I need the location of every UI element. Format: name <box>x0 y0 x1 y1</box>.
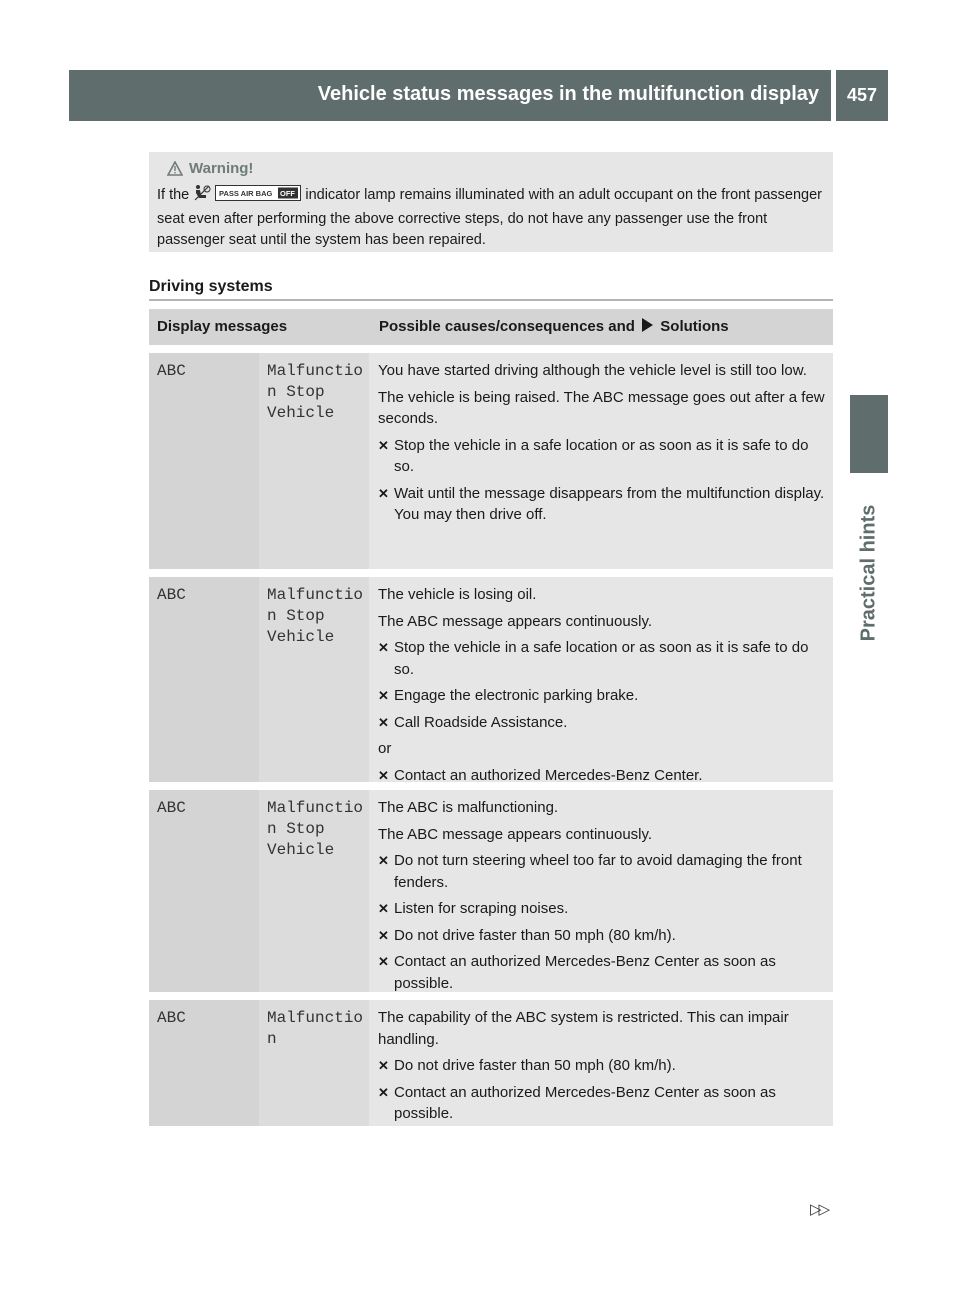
step-text: Do not drive faster than 50 mph (80 km/h). <box>394 1057 676 1074</box>
step-marker-icon: ✕ <box>378 485 389 501</box>
step-marker-icon: ✕ <box>378 437 389 453</box>
row-message: Malfunctio n Stop Vehicle <box>259 790 369 992</box>
cause-text: The ABC is malfunctioning. <box>378 799 559 816</box>
row-message: Malfunctio n Stop Vehicle <box>259 577 369 782</box>
row-details <box>369 353 833 569</box>
pass-airbag-label: PASS AIR BAG <box>219 189 273 198</box>
step-text: Contact an authorized Mercedes-Benz Center as soon as possible. <box>394 1083 776 1122</box>
cause-text: The vehicle is losing oil. <box>378 586 537 603</box>
solution-step <box>378 637 827 680</box>
section-divider <box>149 299 833 301</box>
step-text: Stop the vehicle in a safe location or as soon as it is safe to do so. <box>394 639 809 678</box>
warning-heading <box>167 159 253 179</box>
warning-triangle-icon <box>167 161 183 176</box>
cause-text: You have started driving although the vehicle level is still too low. <box>378 362 807 379</box>
step-marker-icon: ✕ <box>378 767 389 783</box>
warning-heading-text: Warning! <box>189 160 254 177</box>
or-text: or <box>378 740 392 757</box>
solution-step <box>378 925 827 947</box>
section-title: Driving systems <box>149 278 273 295</box>
solution-note: You may then drive off. <box>394 506 547 523</box>
table-row <box>149 577 833 782</box>
row-details <box>369 577 833 782</box>
solution-step <box>378 898 827 920</box>
page-number-box <box>836 70 888 121</box>
solution-step <box>378 1055 827 1077</box>
table-row <box>149 790 833 992</box>
col-header-solutions: Solutions <box>660 318 729 335</box>
row-message: Malfunctio n Stop Vehicle <box>259 353 369 569</box>
table-row <box>149 1000 833 1126</box>
step-marker-icon: ✕ <box>378 954 389 969</box>
side-tab-text: Practical hints <box>857 504 880 642</box>
step-text: Contact an authorized Mercedes-Benz Center as soon as possible. <box>394 953 776 992</box>
cause-text: The vehicle is being raised. The ABC message goes out after a few seconds. <box>378 388 825 427</box>
step-text: Do not turn steering wheel too far to avoid damaging the front fenders. <box>394 852 802 891</box>
col-header-causes: Possible causes/consequences and <box>379 318 635 335</box>
page-title: Vehicle status messages in the multifunction display <box>317 83 819 105</box>
step-marker-icon: ✕ <box>378 927 389 943</box>
step-text: Engage the electronic parking brake. <box>394 687 639 704</box>
triangle-arrow-icon <box>642 318 653 332</box>
step-text: Wait until the message disappears from the multifunction display. <box>394 484 825 502</box>
solution-step <box>378 1082 827 1125</box>
row-code: ABC <box>149 1000 259 1126</box>
warning-text-after: indicator lamp remains illuminated with an adult occupant on the front passenger seat even after performing the above corrective steps, do not have any passenger use the front passenger seat until the system has been repaired. <box>157 187 822 248</box>
step-text: Contact an authorized Mercedes-Benz Center. <box>394 766 703 784</box>
step-marker-icon: ✕ <box>378 640 389 655</box>
col-header-causes-solutions <box>379 318 729 335</box>
header-bar <box>69 70 831 121</box>
messages-table <box>149 309 833 1134</box>
step-marker-icon: ✕ <box>378 853 389 868</box>
side-tab-marker <box>850 395 888 473</box>
airbag-off-lamp-icon <box>193 184 211 209</box>
solution-step <box>378 951 827 994</box>
warning-text-before: If the <box>157 187 190 203</box>
step-marker-icon: ✕ <box>378 901 389 916</box>
table-row <box>149 353 833 569</box>
solution-step <box>378 483 827 505</box>
col-header-display-messages: Display messages <box>157 318 288 335</box>
solution-step <box>378 685 827 707</box>
pass-airbag-off-lamp <box>215 185 301 209</box>
row-code: ABC <box>149 790 259 992</box>
step-text: Stop the vehicle in a safe location or as soon as it is safe to do so. <box>394 436 809 475</box>
step-text: Do not drive faster than 50 mph (80 km/h). <box>394 926 676 944</box>
solution-step <box>378 765 827 787</box>
cause-text: The ABC message appears continuously. <box>378 612 653 630</box>
step-text: Listen for scraping noises. <box>394 900 569 917</box>
row-code: ABC <box>149 577 259 782</box>
solution-step <box>378 850 827 893</box>
row-details <box>369 790 833 992</box>
pass-airbag-state: OFF <box>280 189 296 198</box>
warning-box <box>149 152 833 252</box>
page-number: 457 <box>846 85 878 105</box>
cause-text: The ABC message appears continuously. <box>378 825 653 843</box>
side-tab-label <box>850 478 888 668</box>
continue-arrows-icon: ▷▷ <box>810 1201 828 1218</box>
table-header <box>149 309 833 345</box>
step-text: Call Roadside Assistance. <box>394 713 568 731</box>
row-details <box>369 1000 833 1126</box>
solution-step <box>378 712 827 734</box>
warning-text <box>157 184 827 252</box>
step-marker-icon: ✕ <box>378 714 389 730</box>
solution-step <box>378 435 827 478</box>
step-marker-icon: ✕ <box>378 688 389 703</box>
step-marker-icon: ✕ <box>378 1084 389 1100</box>
row-code: ABC <box>149 353 259 569</box>
cause-text: The capability of the ABC system is restricted. This can impair handling. <box>378 1009 789 1048</box>
step-marker-icon: ✕ <box>378 1058 389 1073</box>
row-message: Malfunctio n <box>259 1000 369 1126</box>
